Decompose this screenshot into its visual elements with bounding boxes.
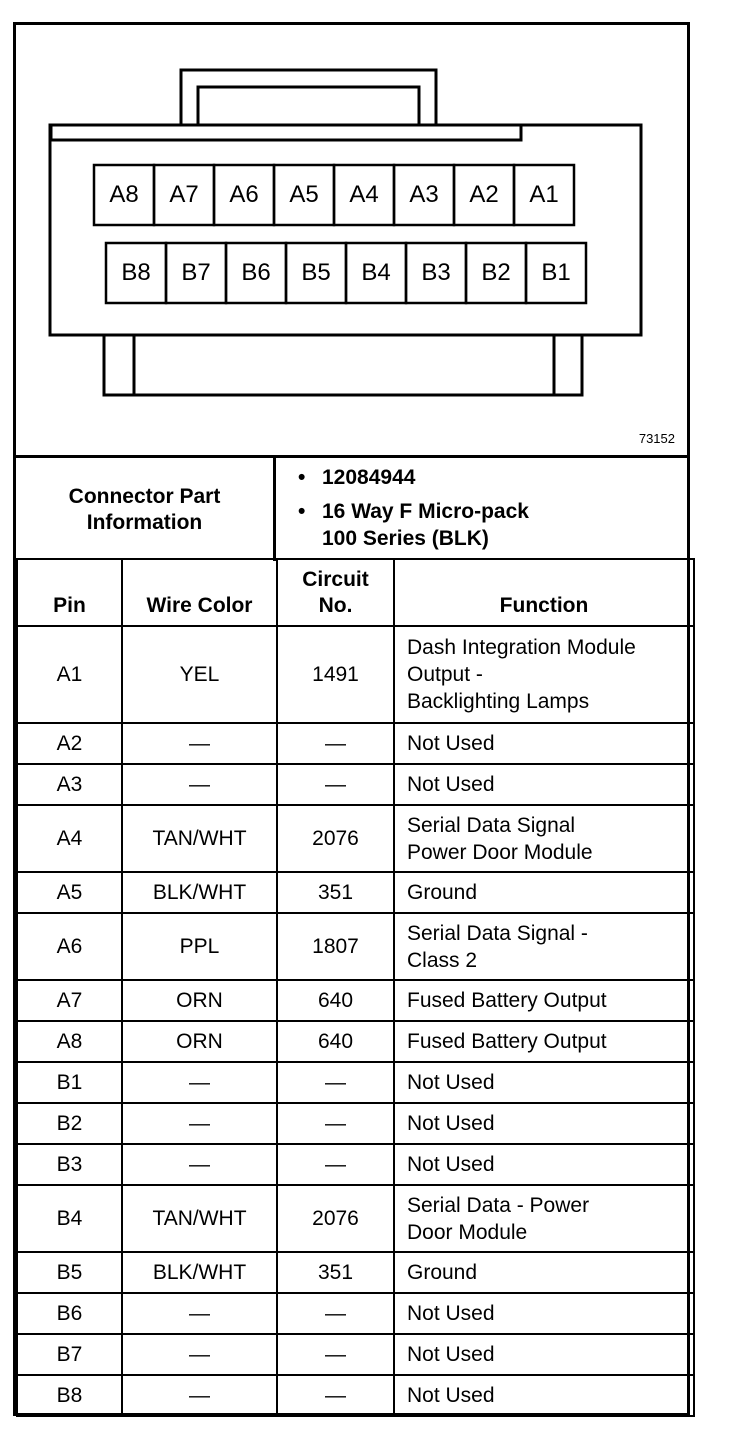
- cell-circuit: —: [277, 723, 394, 764]
- pin-label-a1: A1: [529, 181, 559, 208]
- function-line: Not Used: [407, 1071, 495, 1094]
- cell-circuit: —: [277, 764, 394, 805]
- table-row: [17, 1375, 694, 1416]
- table-row: [17, 723, 694, 764]
- pin-label-a4: A4: [349, 181, 379, 208]
- table-row: [17, 764, 694, 805]
- function-line: Backlighting Lamps: [407, 690, 590, 713]
- connector-document: [13, 22, 690, 1416]
- pin-label-a2: A2: [469, 181, 499, 208]
- function-line: Not Used: [407, 773, 495, 796]
- table-row: [17, 1144, 694, 1185]
- function-line: Not Used: [407, 1153, 495, 1176]
- part-info-details: [276, 458, 687, 561]
- pin-label-b7: B7: [181, 259, 211, 286]
- table-row: [17, 1185, 694, 1252]
- cell-pin: B8: [17, 1375, 122, 1416]
- cell-circuit: 1491: [277, 626, 394, 723]
- cell-function: [394, 1144, 694, 1185]
- cell-wire-color: —: [122, 1293, 277, 1334]
- cell-wire-color: —: [122, 1375, 277, 1416]
- part-number: • 12084944: [322, 464, 687, 491]
- header-circuit-line1: Circuit: [302, 568, 369, 591]
- cell-wire-color: —: [122, 1144, 277, 1185]
- function-line: Serial Data Signal -: [407, 921, 588, 945]
- cell-pin: A7: [17, 980, 122, 1021]
- function-line: Door Module: [407, 1220, 528, 1244]
- cell-circuit: —: [277, 1062, 394, 1103]
- cell-circuit: 2076: [277, 1185, 394, 1252]
- connector-skirt: [104, 335, 582, 395]
- function-line: Class 2: [407, 948, 478, 972]
- cell-function: [394, 626, 694, 723]
- cell-pin: B7: [17, 1334, 122, 1375]
- part-description: [322, 498, 687, 552]
- cell-wire-color: ORN: [122, 1021, 277, 1062]
- table-row: [17, 980, 694, 1021]
- pin-label-a3: A3: [409, 181, 439, 208]
- function-line: Output -: [407, 663, 483, 686]
- cell-circuit: —: [277, 1144, 394, 1185]
- cell-circuit: —: [277, 1103, 394, 1144]
- cell-function: [394, 1252, 694, 1293]
- cell-pin: A3: [17, 764, 122, 805]
- function-line: Fused Battery Output: [407, 1030, 607, 1053]
- cell-pin: A5: [17, 872, 122, 913]
- cell-circuit: 640: [277, 1021, 394, 1062]
- cell-pin: B4: [17, 1185, 122, 1252]
- cell-wire-color: TAN/WHT: [122, 1185, 277, 1252]
- header-circuit: [277, 559, 394, 626]
- cell-wire-color: BLK/WHT: [122, 1252, 277, 1293]
- function-line: Serial Data - Power: [407, 1193, 590, 1217]
- cell-wire-color: BLK/WHT: [122, 872, 277, 913]
- cell-function: [394, 1062, 694, 1103]
- cell-wire-color: ORN: [122, 980, 277, 1021]
- connector-diagram: [16, 25, 687, 455]
- cell-pin: A6: [17, 913, 122, 980]
- connector-latch: [51, 70, 521, 140]
- cell-pin: B1: [17, 1062, 122, 1103]
- cell-function: [394, 764, 694, 805]
- pin-label-b6: B6: [241, 259, 271, 286]
- figure-number: 73152: [638, 431, 675, 446]
- pinout-table: [16, 558, 695, 1417]
- cell-pin: B2: [17, 1103, 122, 1144]
- cell-pin: B5: [17, 1252, 122, 1293]
- part-info-label: [16, 458, 276, 561]
- table-row: [17, 1293, 694, 1334]
- cell-wire-color: YEL: [122, 626, 277, 723]
- cell-function: [394, 805, 694, 872]
- cell-function: [394, 1103, 694, 1144]
- cell-circuit: —: [277, 1293, 394, 1334]
- cell-wire-color: —: [122, 1103, 277, 1144]
- part-description-line1: • 16 Way F Micro-pack: [322, 500, 529, 523]
- table-row: [17, 805, 694, 872]
- cell-pin: A4: [17, 805, 122, 872]
- header-pin: Pin: [17, 559, 122, 626]
- pin-label-a5: A5: [289, 181, 319, 208]
- pin-label-b1: B1: [541, 259, 571, 286]
- connector-part-information: [16, 455, 687, 561]
- cell-wire-color: —: [122, 764, 277, 805]
- cell-pin: A2: [17, 723, 122, 764]
- function-line: Not Used: [407, 1384, 495, 1407]
- cell-wire-color: TAN/WHT: [122, 805, 277, 872]
- table-row: [17, 1062, 694, 1103]
- function-line: Fused Battery Output: [407, 989, 607, 1012]
- pin-label-b8: B8: [121, 259, 151, 286]
- part-description-line2: 100 Series (BLK): [322, 527, 489, 550]
- function-line: Not Used: [407, 1112, 495, 1135]
- pin-label-a8: A8: [109, 181, 139, 208]
- pin-label-b4: B4: [361, 259, 391, 286]
- cell-function: [394, 1293, 694, 1334]
- header-wire-color: Wire Color: [122, 559, 277, 626]
- cell-function: [394, 872, 694, 913]
- cell-pin: A8: [17, 1021, 122, 1062]
- pin-label-b2: B2: [481, 259, 511, 286]
- connector-outline: [16, 25, 687, 455]
- cell-pin: A1: [17, 626, 122, 723]
- cell-circuit: 351: [277, 1252, 394, 1293]
- cell-wire-color: —: [122, 1062, 277, 1103]
- cell-pin: B3: [17, 1144, 122, 1185]
- cell-function: [394, 1021, 694, 1062]
- function-line: Serial Data Signal: [407, 813, 576, 837]
- cell-function: [394, 1375, 694, 1416]
- cell-circuit: —: [277, 1375, 394, 1416]
- cell-wire-color: —: [122, 723, 277, 764]
- pin-label-a7: A7: [169, 181, 199, 208]
- table-row: [17, 1021, 694, 1062]
- table-row: [17, 1252, 694, 1293]
- pin-label-b5: B5: [301, 259, 331, 286]
- cell-wire-color: PPL: [122, 913, 277, 980]
- cell-circuit: 2076: [277, 805, 394, 872]
- function-line: Not Used: [407, 1302, 495, 1325]
- cell-function: [394, 1185, 694, 1252]
- cell-function: [394, 980, 694, 1021]
- table-row: [17, 1334, 694, 1375]
- cell-circuit: 351: [277, 872, 394, 913]
- cell-circuit: 1807: [277, 913, 394, 980]
- cell-function: [394, 723, 694, 764]
- function-line: Ground: [407, 1261, 478, 1284]
- table-row: [17, 872, 694, 913]
- table-row: [17, 1103, 694, 1144]
- table-row: [17, 626, 694, 723]
- function-line: Not Used: [407, 732, 495, 755]
- table-header-row: [17, 559, 694, 626]
- cell-function: [394, 1334, 694, 1375]
- part-info-label-line1: Connector Part: [68, 484, 221, 508]
- cell-circuit: 640: [277, 980, 394, 1021]
- cell-wire-color: —: [122, 1334, 277, 1375]
- header-circuit-line2: No.: [318, 594, 353, 617]
- function-line: Ground: [407, 881, 478, 904]
- cell-pin: B6: [17, 1293, 122, 1334]
- function-line: Power Door Module: [407, 840, 593, 864]
- table-row: [17, 913, 694, 980]
- cell-circuit: —: [277, 1334, 394, 1375]
- pin-label-a6: A6: [229, 181, 259, 208]
- header-function: Function: [394, 559, 694, 626]
- pin-label-b3: B3: [421, 259, 451, 286]
- cell-function: [394, 913, 694, 980]
- function-line: Not Used: [407, 1343, 495, 1366]
- function-line: Dash Integration Module: [407, 636, 636, 659]
- part-info-label-line2: Information: [86, 510, 203, 534]
